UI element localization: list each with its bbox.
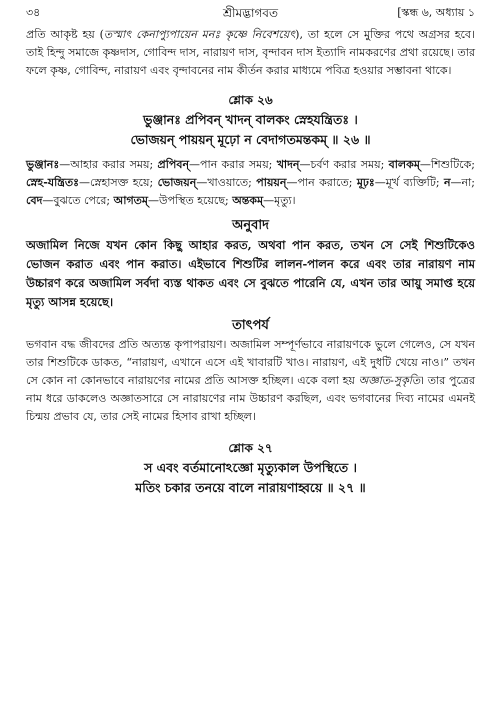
synonym-word: অন্তকম্ bbox=[232, 194, 264, 207]
synonyms-26 bbox=[26, 156, 475, 210]
italic-term: অজ্ঞাত-সুকৃতি bbox=[358, 374, 421, 387]
text-run: । তার পুত্রের নাম ধরে ডাকলেও অজ্ঞাতসারে সে নারায়ণের নাম উচ্চারণ করছিল, এবং ভগবানের দিব্য নামের এমনই চিন্ময় প্রভাব যে, তার সেই নামের হিসাব রাখা হচ্ছিল। bbox=[26, 374, 476, 423]
page-number: ৩৪ bbox=[26, 6, 41, 19]
chapter-reference: [স্কন্ধ ৬, অধ্যায় ১ bbox=[397, 6, 475, 19]
synonym-meaning: —খাওয়াতে; bbox=[196, 176, 257, 189]
synonym-meaning: —মৃত্যু। bbox=[263, 194, 296, 207]
sloka-26-line-1: ভুঞ্জানঃ প্রপিবন্ খাদন্ বালকং স্নেহযন্ত্রিতঃ । bbox=[143, 112, 358, 127]
synonym-meaning: —উপস্থিত হয়েছে; bbox=[148, 194, 233, 207]
synonym-word: ন bbox=[443, 176, 451, 189]
sloka-26-line-2: ভোজয়ন্ পায়য়ন্ মূঢ়ো ন বেদাগতমন্তকম্ ॥ ২৬ ॥ bbox=[130, 132, 371, 147]
synonym-meaning: —পান করার সময়; bbox=[189, 158, 277, 171]
synonym-word: ভুঞ্জানঃ bbox=[26, 158, 60, 171]
synonym-meaning: —বুঝতে পেরে; bbox=[42, 194, 114, 207]
text-run: প্রতি আকৃষ্ট হয় ( bbox=[26, 28, 104, 41]
synonym-word: খাদন্ bbox=[276, 158, 300, 171]
synonym-word: স্নেহ-যন্ত্রিতঃ bbox=[26, 176, 80, 189]
sloka-27-heading: শ্লোক ২৭ bbox=[228, 441, 273, 455]
continued-paragraph bbox=[26, 26, 475, 80]
synonym-word: আগতম্ bbox=[113, 194, 149, 207]
sloka-27-line-1: স এবং বর্তমানোঽজ্ঞো মৃত্যুকাল উপস্থিতে । bbox=[144, 460, 357, 475]
synonym-word: ভোজয়ন্ bbox=[157, 176, 197, 189]
synonym-word: প্রপিবন্ bbox=[157, 158, 190, 171]
synonym-meaning: —স্নেহাসক্ত হয়ে; bbox=[79, 176, 158, 189]
sloka-26-heading: শ্লোক ২৬ bbox=[228, 93, 273, 107]
synonym-word: বালকম্ bbox=[388, 158, 420, 171]
synonym-word: পায়য়ন্ bbox=[256, 176, 287, 189]
synonym-word: মূঢ়ঃ bbox=[356, 176, 375, 189]
synonym-meaning: —চর্বণ করার সময়; bbox=[299, 158, 389, 171]
synonym-meaning: —আহার করার সময়; bbox=[59, 158, 158, 171]
sloka-27-line-2: মতিং চকার তনয়ে বালে নারায়ণাহ্বয়ে ॥ ২৭ ॥ bbox=[135, 480, 366, 495]
text-run: ভগবান বদ্ধ জীবদের প্রতি অত্যন্ত কৃপাপরায়ণ। অজামিল সম্পূর্ণভাবে নারায়ণকে ভুলে গেলেও, সে যখন তার শিশুটিকে ডাকত, “নারায়ণ, এখানে এসে এই খাবারটি খাও। নারায়ণ, এই দুধটি খেয়ে নাও।” তখন সে কোন না কোনভাবে নারায়ণের নামের প্রতি আসক্ত হচ্ছিল। একে বলা হয় bbox=[26, 338, 475, 387]
running-header bbox=[26, 0, 475, 26]
purport-heading: তাৎপর্য bbox=[232, 318, 269, 333]
synonym-meaning: —পান করাতে; bbox=[286, 176, 357, 189]
synonym-meaning: —শিশুটিকে; bbox=[419, 158, 476, 171]
book-title: শ্রীমদ্ভাগবত bbox=[222, 6, 278, 20]
quoted-verse: তস্মাৎ কেনাপ্যুপায়েন মনঃ কৃষ্ণে নিবেশয়েৎ bbox=[103, 28, 296, 41]
text-run: ), তা হলে সে মুক্তির পথে অগ্রসর হবে। তাই হিন্দু সমাজে কৃষ্ণদাস, গোবিন্দ দাস, নারায়ণ দাস, বৃন্দাবন দাস ইত্যাদি নামকরণের প্রথা রয়েছে। তার ফলে কৃষ্ণ, গোবিন্দ, নারায়ণ এবং বৃন্দাবনের নাম কীর্তন করার মাধ্যমে পবিত্র হওয়ার সম্ভাবনা থাকে। bbox=[26, 28, 475, 77]
synonym-meaning: —মূর্খ ব্যক্তিটি; bbox=[374, 176, 444, 189]
translation-text: অজামিল নিজে যখন কোন কিছু আহার করত, অথবা পান করত, তখন সে সেই শিশুটিকেও ভোজন করাত এবং পান করাত। এইভাবে শিশুটির লালন-পালন করে এবং তার নারায়ণ নাম উচ্চারণ করে অজামিল সর্বদা ব্যস্ত থাকত এবং সে বুঝতে পারেনি যে, এখন তার আয়ু সমাপ্ত হয়ে মৃত্যু আসন্ন হয়েছে। bbox=[26, 238, 475, 309]
synonym-meaning: —না; bbox=[450, 176, 475, 189]
translation-heading: অনুবাদ bbox=[232, 218, 269, 233]
purport-text bbox=[26, 336, 475, 426]
synonym-word: বেদ bbox=[26, 194, 43, 207]
